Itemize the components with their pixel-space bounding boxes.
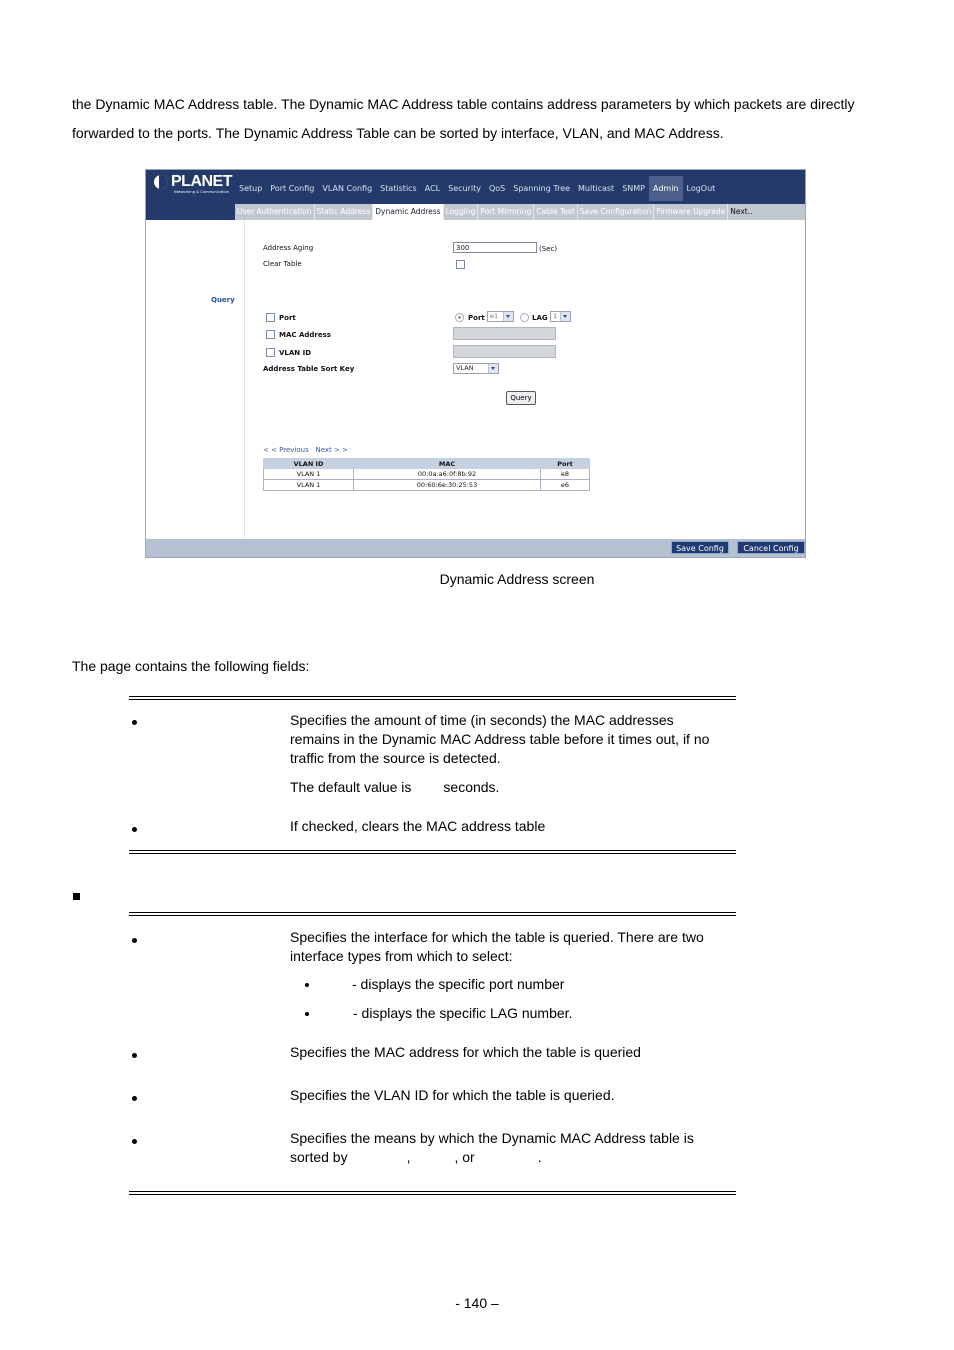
nav-spanning-tree[interactable]: Spanning Tree (513, 184, 571, 193)
lag-select[interactable] (550, 311, 571, 322)
bullet-icon (132, 1096, 137, 1101)
address-aging-input[interactable]: 300 (453, 242, 537, 253)
nav-vlan-config[interactable]: VLAN Config (322, 184, 373, 193)
subnav-save-configuration[interactable]: Save Configuration (578, 204, 655, 220)
subnav-firmware-upgrade[interactable]: Firmware Upgrade (654, 204, 728, 220)
sort-description-line-2 (290, 1148, 735, 1167)
table2-bottom-rule (129, 1191, 736, 1195)
table-header-row (264, 459, 590, 469)
screenshot-caption: Dynamic Address screen (439, 571, 595, 587)
subnav-user-authentication[interactable]: User Authentication (235, 204, 315, 220)
cell-port: e8 (541, 469, 590, 480)
mac-description: Specifies the MAC address for which the table is queried (290, 1044, 641, 1060)
aging-desc-line-3: traffic from the source is detected. (290, 750, 501, 766)
chevron-down-icon (503, 312, 513, 321)
port-radio[interactable] (455, 313, 464, 322)
nav-acl[interactable]: ACL (424, 184, 441, 193)
table1-top-rule (129, 696, 736, 700)
lag-radio[interactable] (520, 313, 529, 322)
subnav-static-address[interactable]: Static Address (315, 204, 374, 220)
sidebar (146, 220, 245, 538)
query-button[interactable]: Query (506, 391, 536, 405)
sort-key-select[interactable] (453, 363, 499, 374)
bullet-icon (132, 720, 137, 725)
chevron-down-icon (560, 312, 570, 321)
interface-desc-line-2: interface types from which to select: (290, 948, 513, 964)
mac-filter-label: MAC Address (279, 331, 331, 339)
sort-key-select-value: VLAN (456, 364, 474, 372)
intro-line-1: the Dynamic MAC Address table. The Dynamic MAC Address table contains address parameters by which packets are directly (72, 96, 855, 112)
query-link[interactable]: Query (211, 296, 235, 304)
logo-tagline: Networking & Communication (174, 190, 230, 194)
next-link[interactable]: Next > > (315, 446, 348, 454)
cancel-config-button[interactable]: Cancel Config (737, 541, 805, 554)
bullet-icon (132, 938, 137, 943)
chevron-down-icon (488, 364, 498, 373)
cell-port: e6 (541, 480, 590, 491)
cell-mac: 00:0a:a6:0f:8b:92 (354, 469, 541, 480)
address-aging-label: Address Aging (263, 244, 314, 252)
subnav-dynamic-address[interactable]: Dynamic Address (373, 204, 443, 220)
default-prefix: The default value is (290, 779, 412, 795)
subnav-cable-test[interactable]: Cable Test (534, 204, 577, 220)
logo-brand: PLANET (171, 173, 232, 190)
bullet-icon (132, 827, 137, 832)
header-mac: MAC (354, 459, 541, 469)
cell-mac: 00:60:6e:30:25:53 (354, 480, 541, 491)
bullet-icon (132, 1139, 137, 1144)
nav-setup[interactable]: Setup (239, 184, 263, 193)
nav-snmp[interactable]: SNMP (622, 184, 645, 193)
subnav-port-mirroring[interactable]: Port Mirroring (478, 204, 534, 220)
port-filter-label: Port (279, 314, 296, 322)
planet-logo (152, 173, 234, 199)
port-sub-description: - displays the specific port number (352, 976, 565, 992)
vlan-filter-checkbox[interactable] (266, 348, 275, 357)
vlan-id-input[interactable] (453, 345, 556, 358)
interface-description (290, 928, 735, 966)
square-bullet-icon (73, 893, 80, 900)
sub-bullet-icon (305, 983, 309, 987)
subnav-next[interactable]: Next.. (730, 207, 753, 216)
sort-desc-part-b: , (406, 1149, 411, 1165)
cell-vlan: VLAN 1 (264, 480, 354, 491)
sort-desc-part-a: sorted by (290, 1149, 348, 1165)
sort-desc-part-d: . (537, 1149, 542, 1165)
default-suffix: seconds. (443, 779, 500, 795)
page-number: - 140 – (455, 1295, 499, 1311)
header-vlan-id: VLAN ID (264, 459, 354, 469)
port-select[interactable] (487, 311, 514, 322)
header-port: Port (541, 459, 590, 469)
clear-description: If checked, clears the MAC address table (290, 818, 546, 834)
aging-desc-line-1: Specifies the amount of time (in seconds) the MAC addresses (290, 712, 674, 728)
subnav-logging[interactable]: Logging (444, 204, 479, 220)
sub-nav (235, 204, 805, 220)
nav-logout[interactable]: LogOut (686, 184, 716, 193)
dynamic-address-screenshot (145, 169, 806, 558)
sort-description-line-1: Specifies the means by which the Dynamic MAC Address table is (290, 1130, 694, 1146)
nav-qos[interactable]: QoS (488, 184, 506, 193)
bottom-bar (146, 539, 805, 557)
vlan-filter-label: VLAN ID (279, 349, 312, 357)
table1-bottom-rule (129, 850, 736, 854)
aging-desc-line-2: remains in the Dynamic MAC Address table before it times out, if no (290, 731, 710, 747)
table2-top-rule (129, 912, 736, 916)
bullet-icon (132, 1053, 137, 1058)
nav-security[interactable]: Security (448, 184, 481, 193)
port-filter-checkbox[interactable] (266, 313, 275, 322)
nav-port-config[interactable]: Port Config (270, 184, 315, 193)
cell-vlan: VLAN 1 (264, 469, 354, 480)
intro-line-2: forwarded to the ports. The Dynamic Address Table can be sorted by interface, VLAN, and MAC Address. (72, 125, 724, 141)
main-nav (235, 179, 719, 198)
sort-desc-part-c: , or (454, 1149, 475, 1165)
mac-address-input[interactable] (453, 327, 556, 340)
port-radio-label: Port (468, 314, 485, 322)
pager (263, 446, 348, 454)
lag-radio-label: LAG (532, 314, 548, 322)
lag-sub-description: - displays the specific LAG number. (353, 1005, 573, 1021)
previous-link[interactable]: < < Previous (263, 446, 309, 454)
dynamic-address-table (263, 458, 590, 491)
sub-bullet-icon (305, 1012, 309, 1016)
address-aging-unit: (Sec) (539, 245, 558, 253)
aging-default (290, 778, 735, 797)
fields-intro: The page contains the following fields: (72, 658, 310, 674)
nav-multicast[interactable]: Multicast (578, 184, 615, 193)
planet-logo-icon (154, 175, 168, 189)
clear-table-checkbox[interactable] (456, 260, 465, 269)
table-row (264, 480, 590, 491)
mac-filter-checkbox[interactable] (266, 330, 275, 339)
nav-statistics[interactable]: Statistics (380, 184, 417, 193)
table-row (264, 469, 590, 480)
vlan-description: Specifies the VLAN ID for which the table is queried. (290, 1087, 615, 1103)
interface-desc-line-1: Specifies the interface for which the table is queried. There are two (290, 929, 704, 945)
lag-select-value: 1 (553, 312, 558, 320)
clear-table-label: Clear Table (263, 260, 302, 268)
port-select-value: e1 (490, 312, 499, 320)
sort-key-label: Address Table Sort Key (263, 365, 355, 373)
aging-description (290, 711, 735, 768)
save-config-button[interactable]: Save Config (671, 541, 729, 554)
nav-admin[interactable]: Admin (649, 176, 683, 201)
logo-area-block (146, 204, 235, 220)
